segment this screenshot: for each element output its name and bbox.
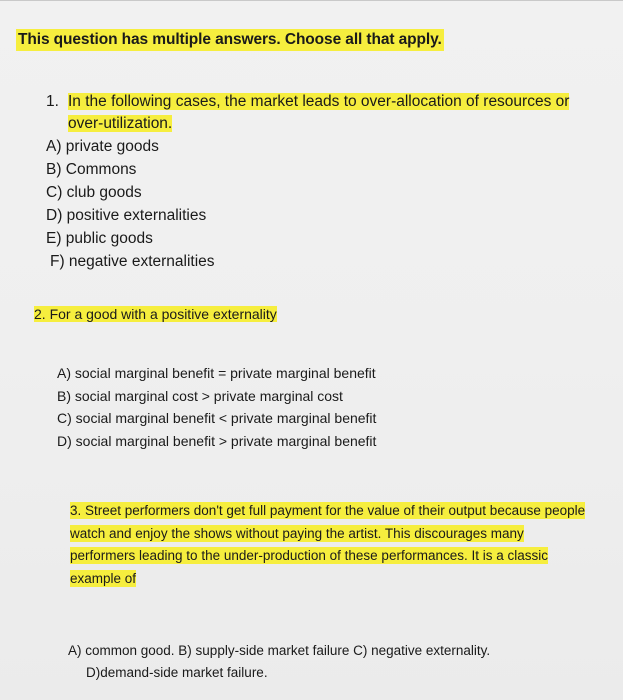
question-3-options <box>68 640 590 684</box>
question-1-option-c[interactable]: C) club goods <box>46 184 142 201</box>
question-1-option-b[interactable]: B) Commons <box>46 161 137 178</box>
question-1-text: In the following cases, the market leads to over-allocation of resources or over-utilization. <box>68 93 570 132</box>
question-2-option-a[interactable]: A) social marginal benefit = private marginal benefit <box>57 365 376 381</box>
question-1-option-d[interactable]: D) positive externalities <box>46 207 207 224</box>
question-1 <box>46 91 591 273</box>
question-1-option-e[interactable]: E) public goods <box>46 230 153 247</box>
instructions-header <box>16 31 444 49</box>
question-1-stem <box>46 91 591 135</box>
top-edge-line <box>0 0 623 1</box>
question-1-number: 1. <box>46 93 59 110</box>
question-3-options-line-2[interactable]: D)demand-side market failure. <box>86 665 268 680</box>
question-2-options <box>57 362 376 452</box>
question-3 <box>70 500 590 684</box>
question-1-options <box>46 135 591 273</box>
question-1-option-f[interactable]: F) negative externalities <box>50 253 215 270</box>
question-2 <box>34 305 376 452</box>
question-2-text: 2. For a good with a positive externality <box>34 306 277 322</box>
question-2-option-b[interactable]: B) social marginal cost > private marginal cost <box>57 387 343 404</box>
question-3-options-line-1[interactable]: A) common good. B) supply-side market failure C) negative externality. <box>68 643 491 658</box>
question-3-text: 3. Street performers don't get full payment for the value of their output because people watch and enjoy the shows without paying the artist. This discourages many performers leading to the under-production of these performances. It is a classic example of <box>70 503 586 586</box>
question-2-option-c[interactable]: C) social marginal benefit < private marginal benefit <box>57 410 377 426</box>
question-1-option-a[interactable]: A) private goods <box>46 138 159 155</box>
instructions-text: This question has multiple answers. Choose all that apply. <box>16 29 444 51</box>
question-2-option-d[interactable]: D) social marginal benefit > private marginal benefit <box>57 432 377 449</box>
